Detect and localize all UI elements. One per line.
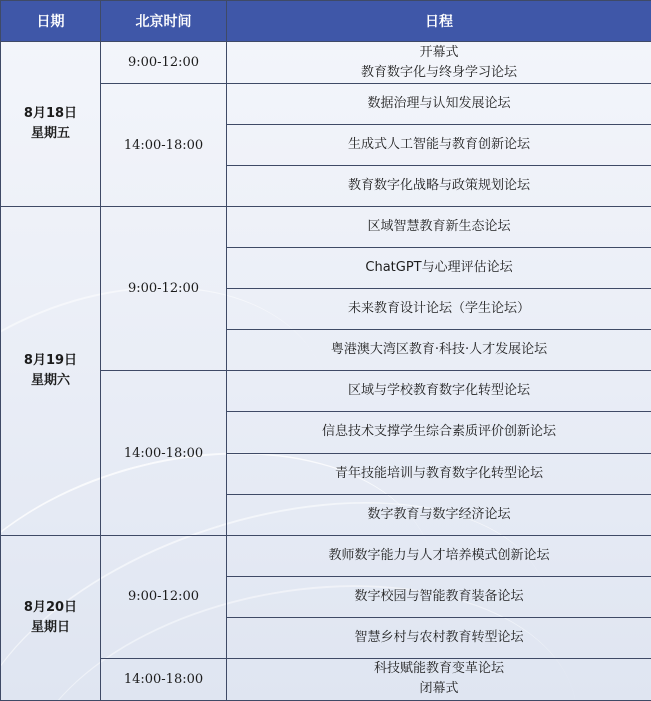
header-row bbox=[1, 1, 651, 42]
event-title: 数据治理与认知发展论坛 bbox=[367, 96, 511, 112]
event-cell bbox=[227, 412, 651, 453]
event-cell bbox=[227, 248, 651, 289]
event-title: 粤港澳大湾区教育·科技·人才发展论坛 bbox=[330, 342, 548, 358]
event-cell bbox=[227, 535, 651, 576]
event-cell bbox=[227, 453, 651, 494]
event-cell bbox=[227, 658, 651, 700]
event-cell bbox=[227, 494, 651, 535]
time-slot: 14:00-18:00 bbox=[101, 84, 227, 207]
event-cell bbox=[227, 371, 651, 412]
event-title: 教育数字化战略与政策规划论坛 bbox=[347, 178, 530, 194]
event-cell bbox=[227, 330, 651, 371]
event-title: 区域与学校教育数字化转型论坛 bbox=[347, 383, 530, 399]
event-title: 生成式人工智能与教育创新论坛 bbox=[347, 137, 530, 153]
event-cell bbox=[227, 207, 651, 248]
event-title: 数字教育与数字经济论坛 bbox=[367, 506, 511, 522]
event-title: 教师数字能力与人才培养模式创新论坛 bbox=[328, 547, 550, 563]
event-title: 青年技能培训与教育数字化转型论坛 bbox=[334, 465, 543, 481]
day-date: 8月20日 bbox=[23, 599, 78, 615]
event-title: 数字校园与智能教育装备论坛 bbox=[354, 588, 524, 604]
event-title: 信息技术支撑学生综合素质评价创新论坛 bbox=[321, 424, 556, 440]
schedule-row bbox=[1, 535, 651, 576]
day-cell bbox=[1, 207, 101, 535]
day-weekday: 星期六 bbox=[30, 372, 70, 388]
event-cell bbox=[227, 166, 651, 207]
event-title: 开幕式 bbox=[419, 44, 459, 60]
event-title: 科技赋能教育变革论坛 bbox=[373, 661, 504, 677]
event-title: 区域智慧教育新生态论坛 bbox=[367, 219, 511, 235]
time-slot: 9:00-12:00 bbox=[101, 42, 227, 84]
time-slot: 14:00-18:00 bbox=[101, 371, 227, 535]
event-cell bbox=[227, 84, 651, 125]
event-title: 智慧乡村与农村教育转型论坛 bbox=[354, 629, 524, 645]
schedule-row bbox=[1, 207, 651, 248]
day-weekday: 星期日 bbox=[30, 619, 70, 635]
day-weekday: 星期五 bbox=[30, 126, 70, 142]
day-date: 8月18日 bbox=[23, 106, 78, 122]
header-date: 日期 bbox=[1, 1, 101, 42]
event-title: 闭幕式 bbox=[419, 681, 459, 697]
time-slot: 9:00-12:00 bbox=[101, 207, 227, 371]
header-time: 北京时间 bbox=[101, 1, 227, 42]
event-cell bbox=[227, 125, 651, 166]
event-title: ChatGPT与心理评估论坛 bbox=[365, 260, 513, 276]
event-title: 未来教育设计论坛（学生论坛） bbox=[347, 301, 530, 317]
event-cell bbox=[227, 42, 651, 84]
schedule-body bbox=[1, 42, 651, 701]
header-schedule: 日程 bbox=[227, 1, 651, 42]
event-cell bbox=[227, 289, 651, 330]
day-cell bbox=[1, 535, 101, 700]
time-slot: 14:00-18:00 bbox=[101, 658, 227, 700]
event-cell bbox=[227, 617, 651, 658]
time-slot: 9:00-12:00 bbox=[101, 535, 227, 658]
event-title: 教育数字化与终身学习论坛 bbox=[360, 64, 517, 80]
day-date: 8月19日 bbox=[23, 352, 78, 368]
event-cell bbox=[227, 576, 651, 617]
day-cell bbox=[1, 42, 101, 207]
schedule-row bbox=[1, 42, 651, 84]
